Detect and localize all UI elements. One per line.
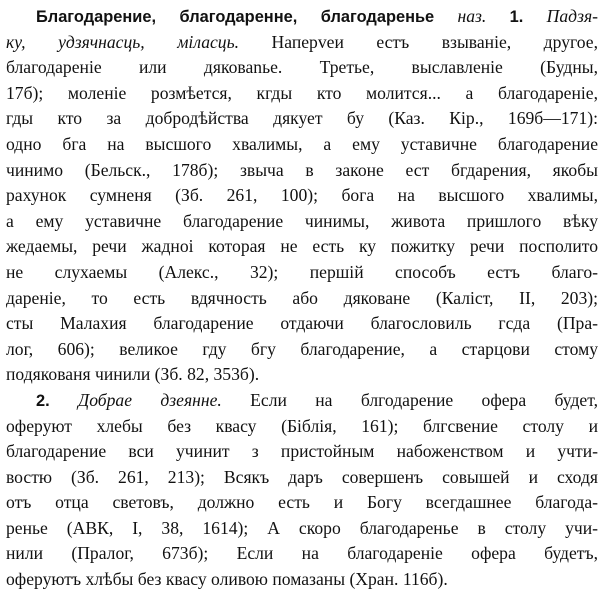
sense-1-gloss-b: ку, удзячнасць, мiласць. (6, 31, 240, 52)
sense-1-line: не слухаемы (Алекс., 32); першій способъ естъ благо- (6, 261, 598, 282)
sense-1-line: сты Малахия благодарение отдаючи благословиль гсда (Пра- (6, 313, 598, 334)
sense-1-text: Наперveи естъ взываніе, другое, (271, 31, 598, 52)
sense-1-line: а ему уставичне благодарение чинимы, живота пришлого вѣку (6, 210, 598, 231)
sense-2-text: Если на блгодарение офера будет, (250, 389, 598, 410)
sense-2-line: востю (Зб. 261, 213); Всякъ даръ совершенъ совышей и сходя (6, 466, 598, 487)
sense-2-line: нили (Пралог, 673б); Если на благодареніе офера будетъ, (6, 543, 598, 564)
sense-2-gloss: Добрае дзеянне. (78, 389, 222, 410)
entry-line-2 (6, 30, 598, 56)
sense-1-number: 1. (509, 8, 524, 26)
sense-2-line: благодарение вси учинит з пристойным набоженством и учти- (6, 441, 598, 462)
sense-1-line: подякованя чинили (Зб. 82, 353б). (6, 364, 260, 385)
headword: Благодарение, благодаренне, благодаренье (36, 8, 435, 26)
sense-1-line: дареніе, то есть вдячность або дякованe (Каліст, II, 203); (6, 287, 598, 308)
sense-2-line: ренье (АВК, I, 38, 1614); А скоро благодаренье в столу учи- (6, 517, 598, 538)
sense-2-line: оферуют хлебы без квасу (Біблія, 161); блгсвение столу и (6, 415, 598, 436)
sense-2-line: отъ отца световъ, должно есть и Богу всегдашнее благода- (6, 492, 598, 513)
sense-1-line: одно бга на высшого хвалимы, а ему уставичне благодарение (6, 133, 598, 154)
entry-line-1 (6, 4, 598, 30)
sense-2-line: оферуютъ хлѣбы без квасу оливою помазаны (Хран. 116б). (6, 569, 448, 590)
sense-1-line: чинимо (Бельск., 178б); звыча в законе ест бгдарения, якобы (6, 159, 598, 180)
sense-1-line: 17б); моленіе розмѣется, кгды кто молится... а благодареніе, (6, 82, 598, 103)
sense-1-line: гды кто за добродѣйства дякует бу (Каз. Кір., 169б—171): (6, 108, 598, 129)
sense-1-line: благодареніе или дяковаnье. Третье, выславленіе (Будны, (6, 57, 598, 78)
sense-1-line: жедаемы, речи жадноi которая не есть ку пожитку речи посполито (6, 236, 598, 257)
sense-1-gloss-a: Падзя- (546, 6, 598, 26)
part-of-speech: наз. (457, 6, 487, 26)
sense-2-first-line (6, 388, 598, 414)
sense-2-number: 2. (36, 391, 50, 410)
sense-1-line: рахунок сумненя (Зб. 261, 100); бога на высшого хвалимы, (6, 185, 598, 206)
sense-1-line: лог, 606); великое гду бгу благодарение, а старцови стому (6, 338, 598, 359)
